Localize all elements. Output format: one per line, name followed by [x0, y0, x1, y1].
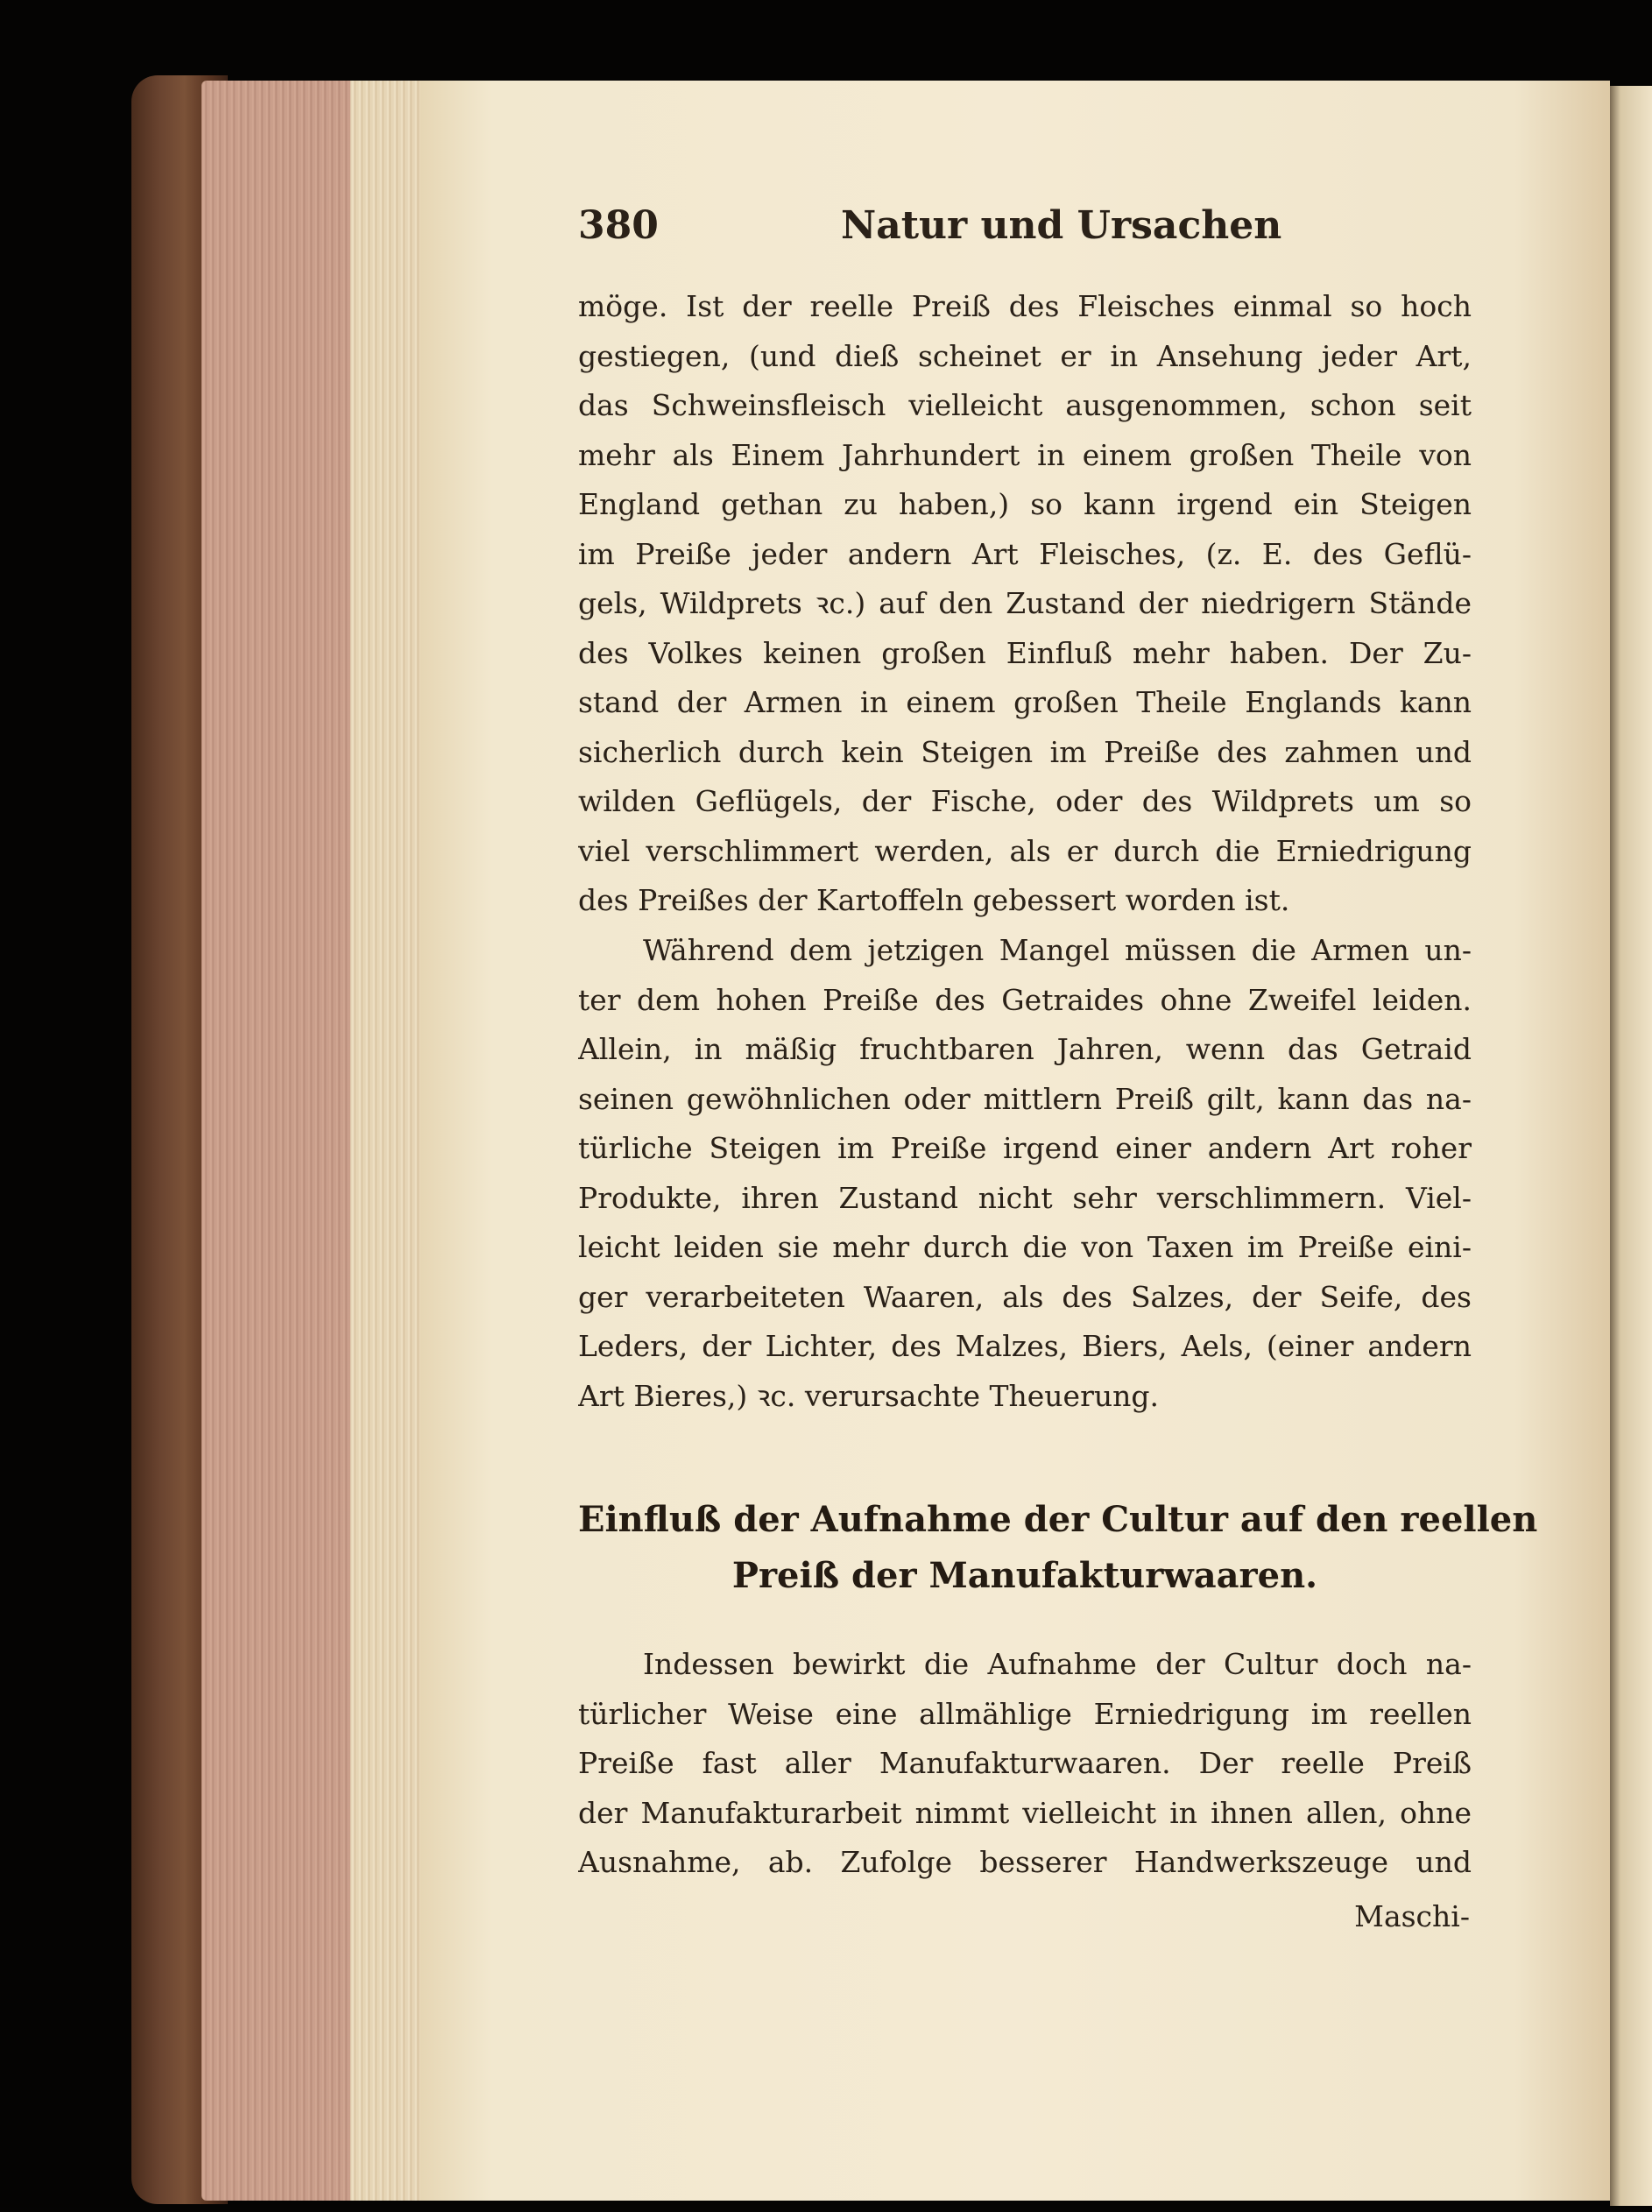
text-line: Art Bieres,) ꝛc. verursachte Theuerung.: [578, 1378, 1159, 1413]
facing-page-edge: [1610, 86, 1652, 2206]
paragraph-3: [578, 1640, 1472, 1888]
text-line: leicht leiden sie mehr durch die von Taxen im Preiße eini-: [578, 1230, 1472, 1264]
text-line: Leders, der Lichter, des Malzes, Biers, Aels, (einer andern: [578, 1329, 1472, 1363]
text-line: Preiße fast aller Manufakturwaaren. Der reelle Preiß: [578, 1746, 1472, 1780]
page-header: [578, 203, 1472, 265]
text-line: möge. Ist der reelle Preiß des Fleisches einmal so hoch: [578, 289, 1472, 323]
text-line: seinen gewöhnlichen oder mittlern Preiß gilt, kann das na-: [578, 1081, 1472, 1116]
text-line: das Schweinsfleisch vielleicht ausgenommen, schon seit: [578, 388, 1472, 422]
text-line: Allein, in mäßig fruchtbaren Jahren, wenn das Getraid: [578, 1032, 1472, 1066]
paragraph-2: [578, 926, 1472, 1421]
running-title: Natur und Ursachen: [841, 203, 1282, 248]
text-line: Produkte, ihren Zustand nicht sehr verschlimmern. Viel-: [578, 1180, 1472, 1215]
text-line: mehr als Einem Jahrhundert in einem großen Theile von: [578, 437, 1472, 472]
text-line: des Volkes keinen großen Einfluß mehr haben. Der Zu-: [578, 635, 1472, 670]
text-line: Indessen bewirkt die Aufnahme der Cultur doch na-: [643, 1647, 1472, 1681]
text-line: der Manufakturarbeit nimmt vielleicht in ihnen allen, ohne: [578, 1795, 1472, 1830]
catchword: Maschi-: [1354, 1899, 1470, 1933]
section-heading: [578, 1492, 1538, 1604]
page-number: 380: [578, 203, 659, 248]
text-line: türlicher Weise eine allmählige Erniedrigung im reellen: [578, 1696, 1472, 1731]
text-line: im Preiße jeder andern Art Fleisches, (z. E. des Geflü-: [578, 536, 1472, 571]
paragraph-1: [578, 282, 1472, 926]
text-line: des Preißes der Kartoffeln gebessert worden ist.: [578, 883, 1290, 917]
text-line: gels, Wildprets ꝛc.) auf den Zustand der niedrigern Stände: [578, 586, 1472, 620]
text-line: ter dem hohen Preiße des Getraides ohne Zweifel leiden.: [578, 982, 1472, 1017]
heading-line: Preiß der Manufakturwaaren.: [731, 1555, 1318, 1596]
text-line: England gethan zu haben,) so kann irgend ein Steigen: [578, 487, 1472, 521]
text-line: gestiegen, (und dieß scheinet er in Ansehung jeder Art,: [578, 338, 1472, 373]
page-edges-inner: [350, 81, 429, 2201]
text-line: stand der Armen in einem großen Theile Englands kann: [578, 685, 1472, 719]
page-edges: [201, 81, 429, 2201]
text-line: viel verschlimmert werden, als er durch die Erniedrigung: [578, 833, 1472, 868]
text-line: Ausnahme, ab. Zufolge besserer Handwerkszeuge und: [578, 1845, 1472, 1879]
heading-line: Einfluß der Aufnahme der Cultur auf den reellen: [578, 1499, 1538, 1540]
text-line: ger verarbeiteten Waaren, als des Salzes, der Seife, des: [578, 1279, 1472, 1314]
text-line: Während dem jetzigen Mangel müssen die Armen un-: [643, 933, 1472, 967]
text-line: wilden Geflügels, der Fische, oder des Wildprets um so: [578, 784, 1472, 818]
text-line: sicherlich durch kein Steigen im Preiße des zahmen und: [578, 734, 1472, 769]
text-line: türliche Steigen im Preiße irgend einer andern Art roher: [578, 1131, 1472, 1165]
